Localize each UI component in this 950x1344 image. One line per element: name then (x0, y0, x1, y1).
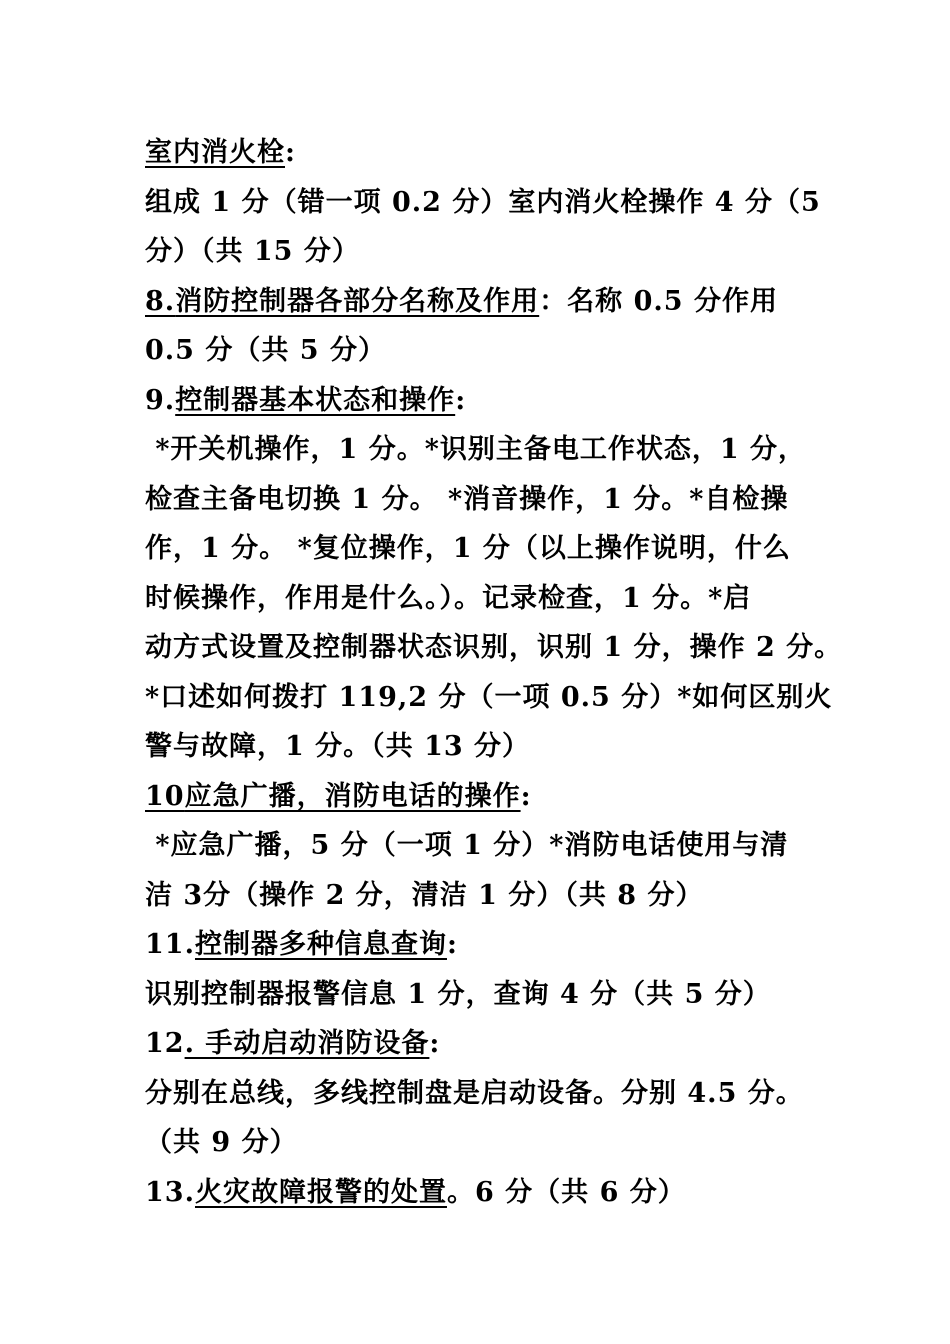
section-heading-hydrant (145, 128, 825, 178)
paragraph-line: 洁 3分（操作 2 分，清洁 1 分）（共 8 分） (145, 879, 704, 911)
heading-text: . 手动启动消防设备 (184, 1028, 430, 1059)
heading-number: 13. (145, 1176, 195, 1208)
paragraph-line: 警与故障，1 分。（共 13 分） (145, 731, 531, 762)
section-heading-12 (145, 1019, 825, 1069)
section-heading-10 (145, 772, 825, 822)
paragraph-line: 组成 1 分（错一项 0.2 分）室内消火栓操作 4 分（5 (145, 186, 821, 218)
paragraph-line: 作，1 分。 *复位操作，1 分（以上操作说明，什么 (145, 533, 791, 564)
paragraph-line: 0.5 分（共 5 分） (145, 335, 386, 366)
heading-number: 10 (145, 780, 185, 812)
heading-text: 控制器多种信息查询 (194, 929, 447, 960)
paragraph-line: 识别控制器报警信息 1 分，查询 4 分（共 5 分） (145, 978, 771, 1010)
section-heading-9 (145, 376, 825, 426)
paragraph-line: *应急广播，5 分（一项 1 分）*消防电话使用与清 (145, 830, 789, 861)
heading-tail: 。6 分（共 6 分） (446, 1176, 686, 1208)
heading-text: 应急广播，消防电话的操作 (184, 780, 521, 812)
document-body (145, 128, 843, 1217)
paragraph-line: *口述如何拨打 119,2 分（一项 0.5 分）*如何区别火 (145, 681, 833, 713)
heading-number: 8. (145, 285, 176, 317)
heading-text: 火灾故障报警的处置 (194, 1176, 447, 1208)
paragraph-line: 分）（共 15 分） (145, 236, 360, 267)
heading-colon: : (455, 384, 467, 416)
heading-text: 消防控制器各部分名称及作用 (175, 285, 540, 317)
heading-number: 11. (145, 929, 195, 960)
section-heading-8 (145, 277, 825, 327)
paragraph-line: *开关机操作，1 分。*识别主备电工作状态，1 分， (145, 434, 807, 465)
heading-number: 9. (145, 384, 176, 416)
paragraph-line: 分别在总线，多线控制盘是启动设备。分别 4.5 分。 (145, 1077, 804, 1109)
heading-colon: : (446, 929, 458, 960)
heading-tail: ：名称 0.5 分作用 (539, 285, 778, 317)
section-heading-13 (145, 1168, 825, 1218)
heading-colon: : (429, 1028, 441, 1059)
heading-text: 室内消火栓 (145, 137, 285, 168)
heading-number: 12 (145, 1028, 185, 1059)
heading-colon: : (285, 137, 296, 168)
section-heading-11 (145, 920, 825, 970)
paragraph-line: 时候操作，作用是什么。）。记录检查，1 分。*启 (145, 582, 752, 614)
heading-colon: : (520, 780, 532, 812)
paragraph-line: 检查主备电切换 1 分。 *消音操作，1 分。*自检操 (145, 483, 789, 515)
paragraph-line: 动方式设置及控制器状态识别，识别 1 分，操作 2 分。 (145, 632, 843, 663)
heading-text: 控制器基本状态和操作 (175, 384, 456, 416)
paragraph-line: （共 9 分） (145, 1127, 298, 1158)
